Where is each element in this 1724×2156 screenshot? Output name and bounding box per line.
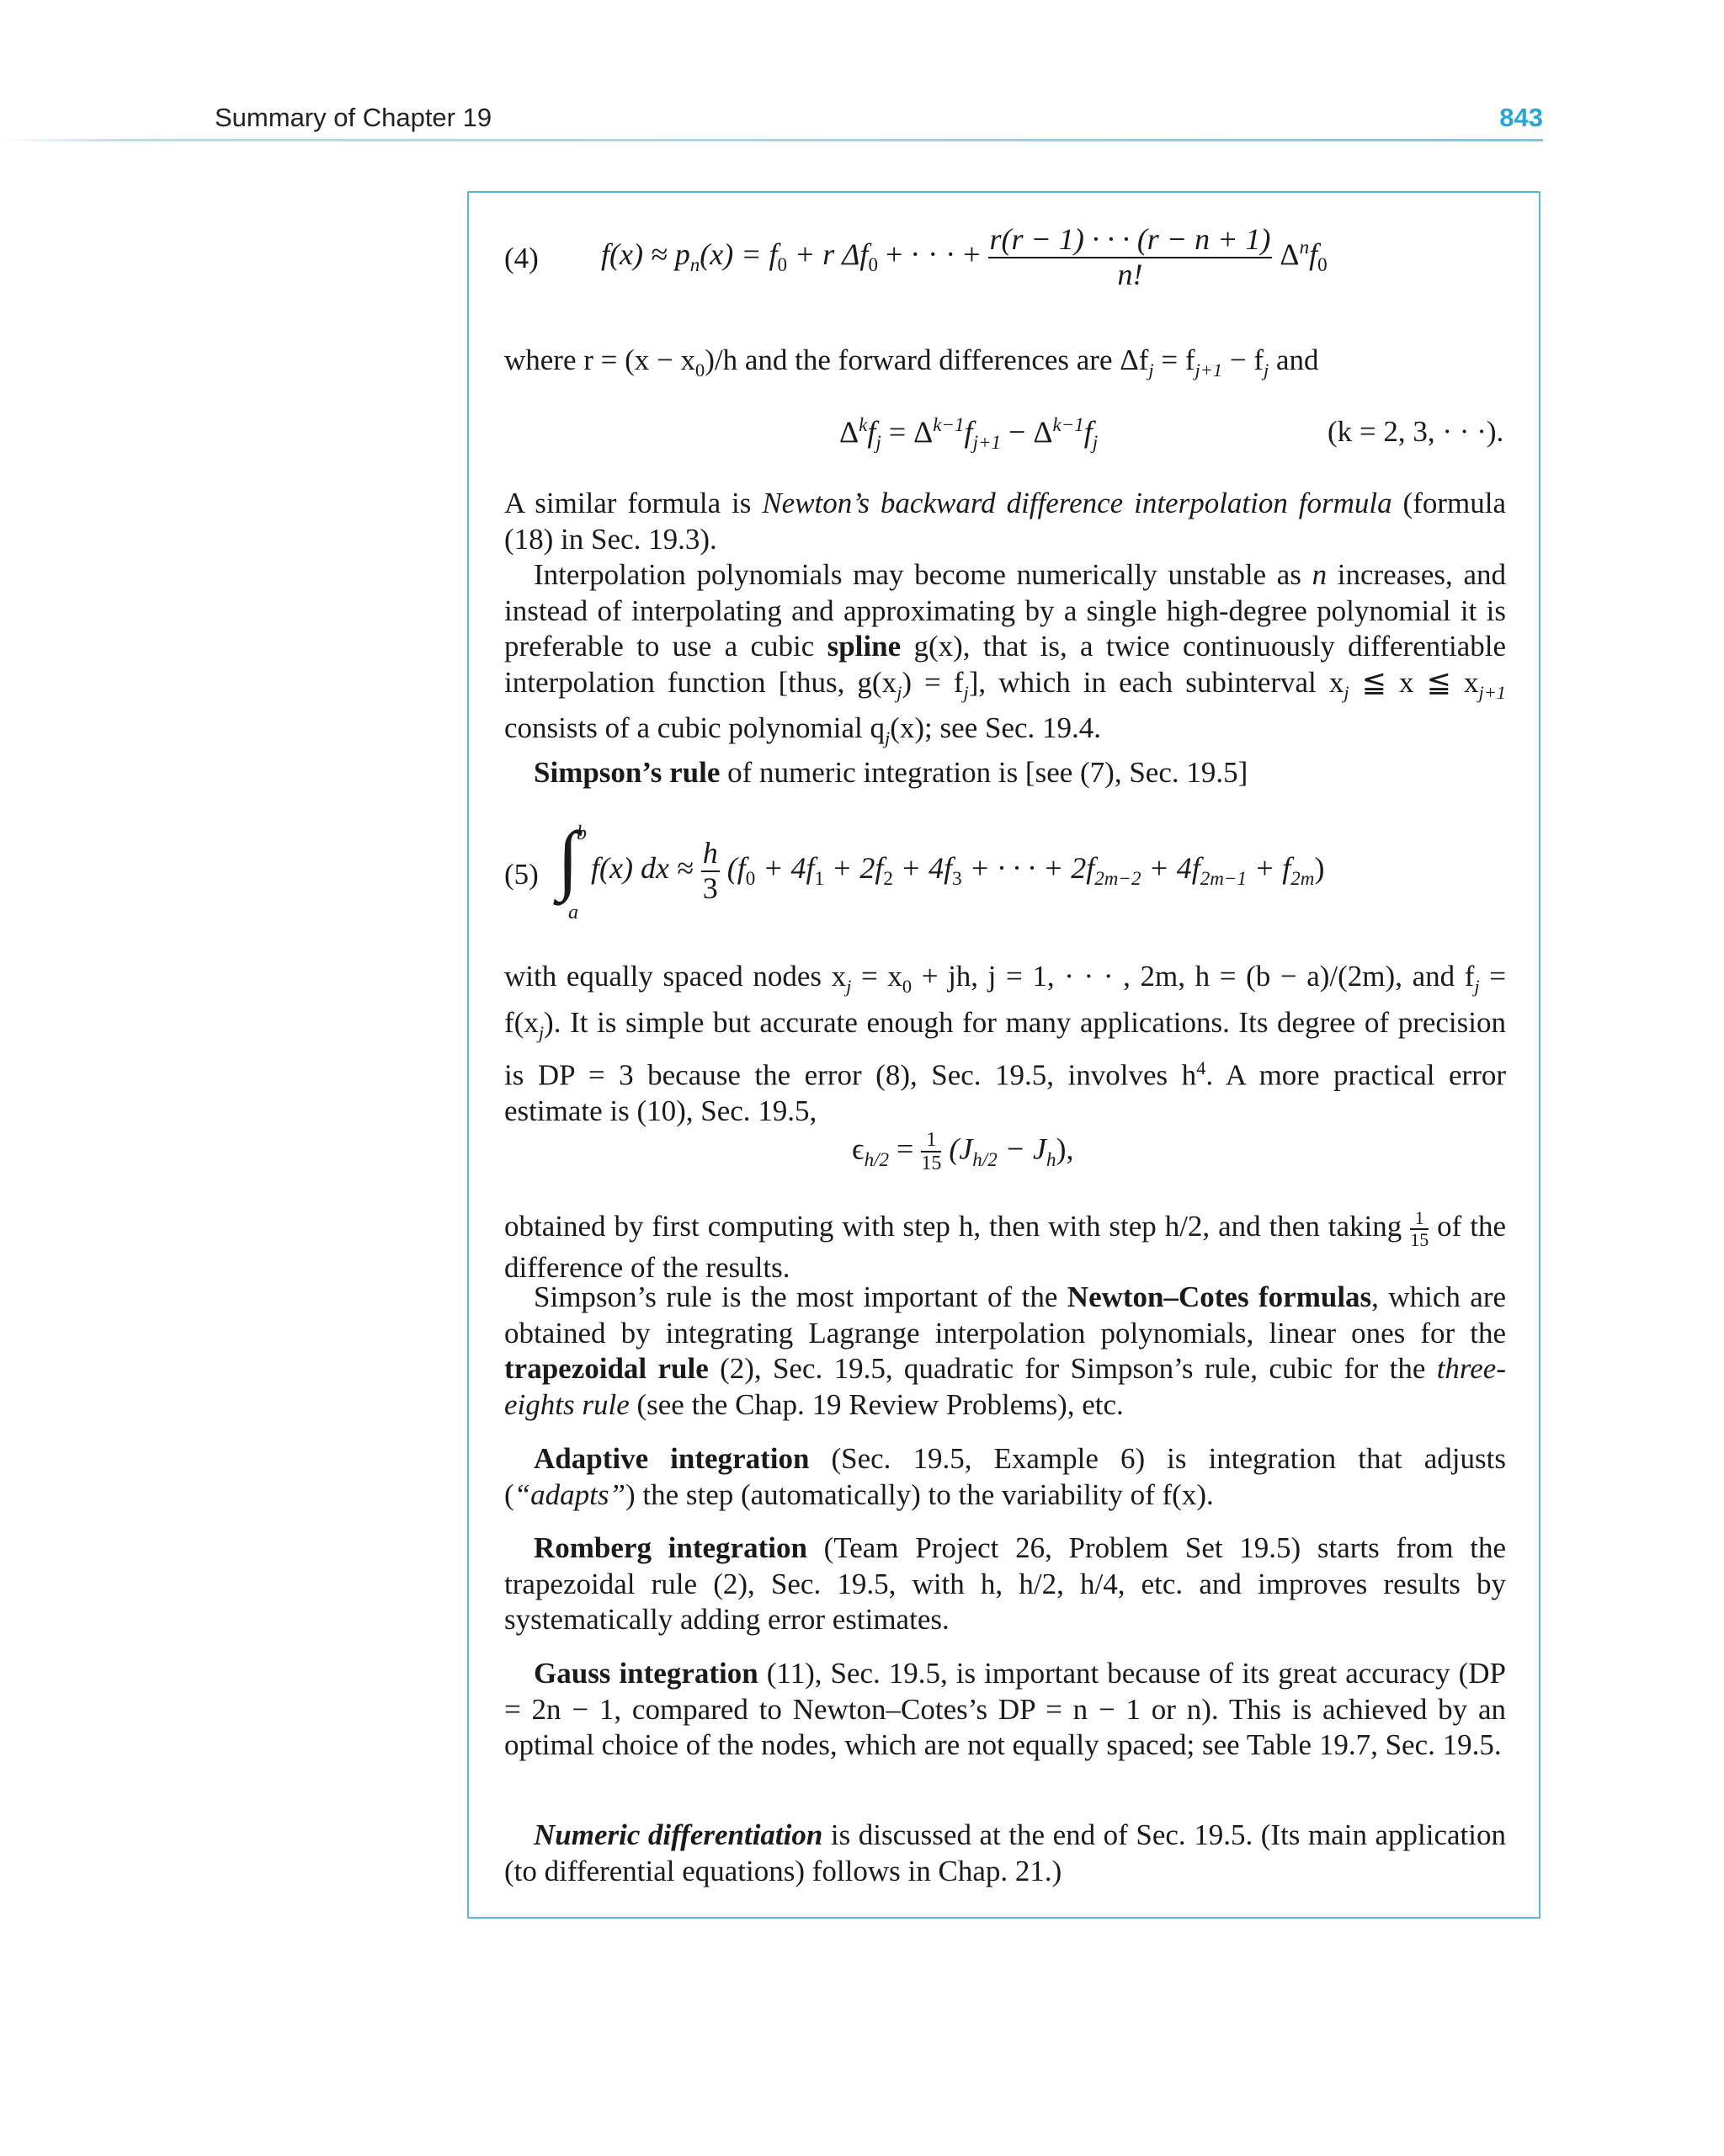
page-number: 843 (1499, 103, 1543, 132)
header-rule (0, 139, 1543, 141)
paragraph-error-procedure: obtained by first computing with step h, then with step h/2, and then taking $\frac{1}{15}$ of the difference of the results. (504, 1207, 1506, 1285)
eq4-fraction: $\frac{r(r - 1) \cdot \cdot \cdot (r - n + 1)}{n!}$ (989, 222, 1271, 291)
paragraph-forward-differences: where $r = (x - x_0)/h$ and the forward differences are $\Delta f_j = f_{j+1} - f_j$ and (504, 343, 1319, 381)
running-head: Summary of Chapter 19 (215, 103, 492, 132)
eq-higher-differences: $\Delta^kf_j = \Delta^{k-1}f_{j+1} - \Delta^{k-1}f_j$ (839, 413, 1099, 454)
paragraph-newton-cotes: Simpson’s rule is the most important of the Newton–Cotes formulas, which are obtained by integrating Lagrange interpolation polynomials, linear ones for the trapezoidal rule (2), Sec. 19.5, quadratic for Simpson’s rule, cubic for the three-eights rule (see the Chap. 19 Review Problems), etc. (504, 1280, 1507, 1421)
eq-error-fraction: $\frac{1}{15}$ (921, 1129, 942, 1175)
eq4-number: (4) (504, 242, 539, 274)
summary-box (467, 191, 1540, 1919)
para6-fraction: $\frac{1}{15}$ (1410, 1207, 1429, 1251)
eq5-upper-limit: b (577, 822, 587, 844)
eq5-integral-sign: ∫ (557, 816, 579, 902)
eq5-fraction: $\frac{h}{3}$ (702, 836, 718, 905)
eq-error-estimate: $\epsilon_{h/2}$ = $\frac{1}{15}$ $(J_{h/2} - J_h)$, (852, 1129, 1074, 1175)
paragraph-backward-formula: A similar formula is Newton’s backward difference interpolation formula (formula (18) in Sec. 19.3). (504, 487, 1506, 556)
paragraph-gauss-integration: Gauss integration (11), Sec. 19.5, is important because of its great accuracy (DP = 2n − 1, compared to Newton–Cotes’s DP = n − 1 or n). This is achieved by an optimal choice of the nodes, which are not equally spaced; see Table 19.7, Sec. 19.5. (504, 1657, 1506, 1761)
paragraph-spline: Interpolation polynomials may become numerically unstable as n increases, and instead of interpolating and approximating by a single high-degree polynomial it is preferable to use a cubic spline g(x), that is, a twice continuously differentiable interpolation function [thus, $g(x_j) = f_j$], which in each subinterval $x_j$ ≦ x ≦ $x_{j+1}$ consists of a cubic polynomial $q_j(x)$; see Sec. 19.4. (504, 558, 1506, 748)
eq-higher-differences-range: (k = 2, 3, · · ·). (1328, 415, 1504, 448)
eq5-number: (5) (504, 858, 539, 891)
paragraph-numeric-differentiation: Numeric differentiation is discussed at the end of Sec. 19.5. (Its main application (to differential equations) follows in Chap. 21.) (504, 1818, 1506, 1887)
paragraph-romberg-integration: Romberg integration (Team Project 26, Problem Set 19.5) starts from the trapezoidal rule (2), Sec. 19.5, with h, h/2, h/4, etc. and improves results by systematically adding error estimates. (504, 1531, 1506, 1636)
eq5-formula: f(x) dx ≈ $\frac{h}{3}$ ($f_0 + 4f_1 + 2f_2 + 4f_3$ + · · · + $2f_{2m-2} + 4f_{2m-1} + f_{2m}$) (591, 836, 1325, 905)
paragraph-adaptive-integration: Adaptive integration (Sec. 19.5, Example 6) is integration that adjusts (“adapts”) the step (automatically) to the variability of f(x). (504, 1442, 1506, 1511)
eq5-lower-limit: a (568, 902, 578, 924)
paragraph-simpson-nodes: with equally spaced nodes $x_j = x_0$ + jh, j = 1, · · · , 2m, h = (b − a)/(2m), and $f_j = f(x_j)$. It is simple but accurate enough for many applications. Its degree of precision is DP = 3 because the error (8), Sec. 19.5, involves $h^4$. A more practical error estimate is (10), Sec. 19.5, (504, 960, 1507, 1128)
paragraph-simpson-intro: Simpson’s rule of numeric integration is [see (7), Sec. 19.5] (534, 756, 1248, 789)
eq4-formula: $f(x) \approx p_n(x) = f_0 + r$ $\Delta f_0$ + · · · + $\frac{r(r - 1) \cdot \cdot \cdot (r - n + 1)}{n!}$ $\Delta^nf_0$ (601, 222, 1328, 291)
